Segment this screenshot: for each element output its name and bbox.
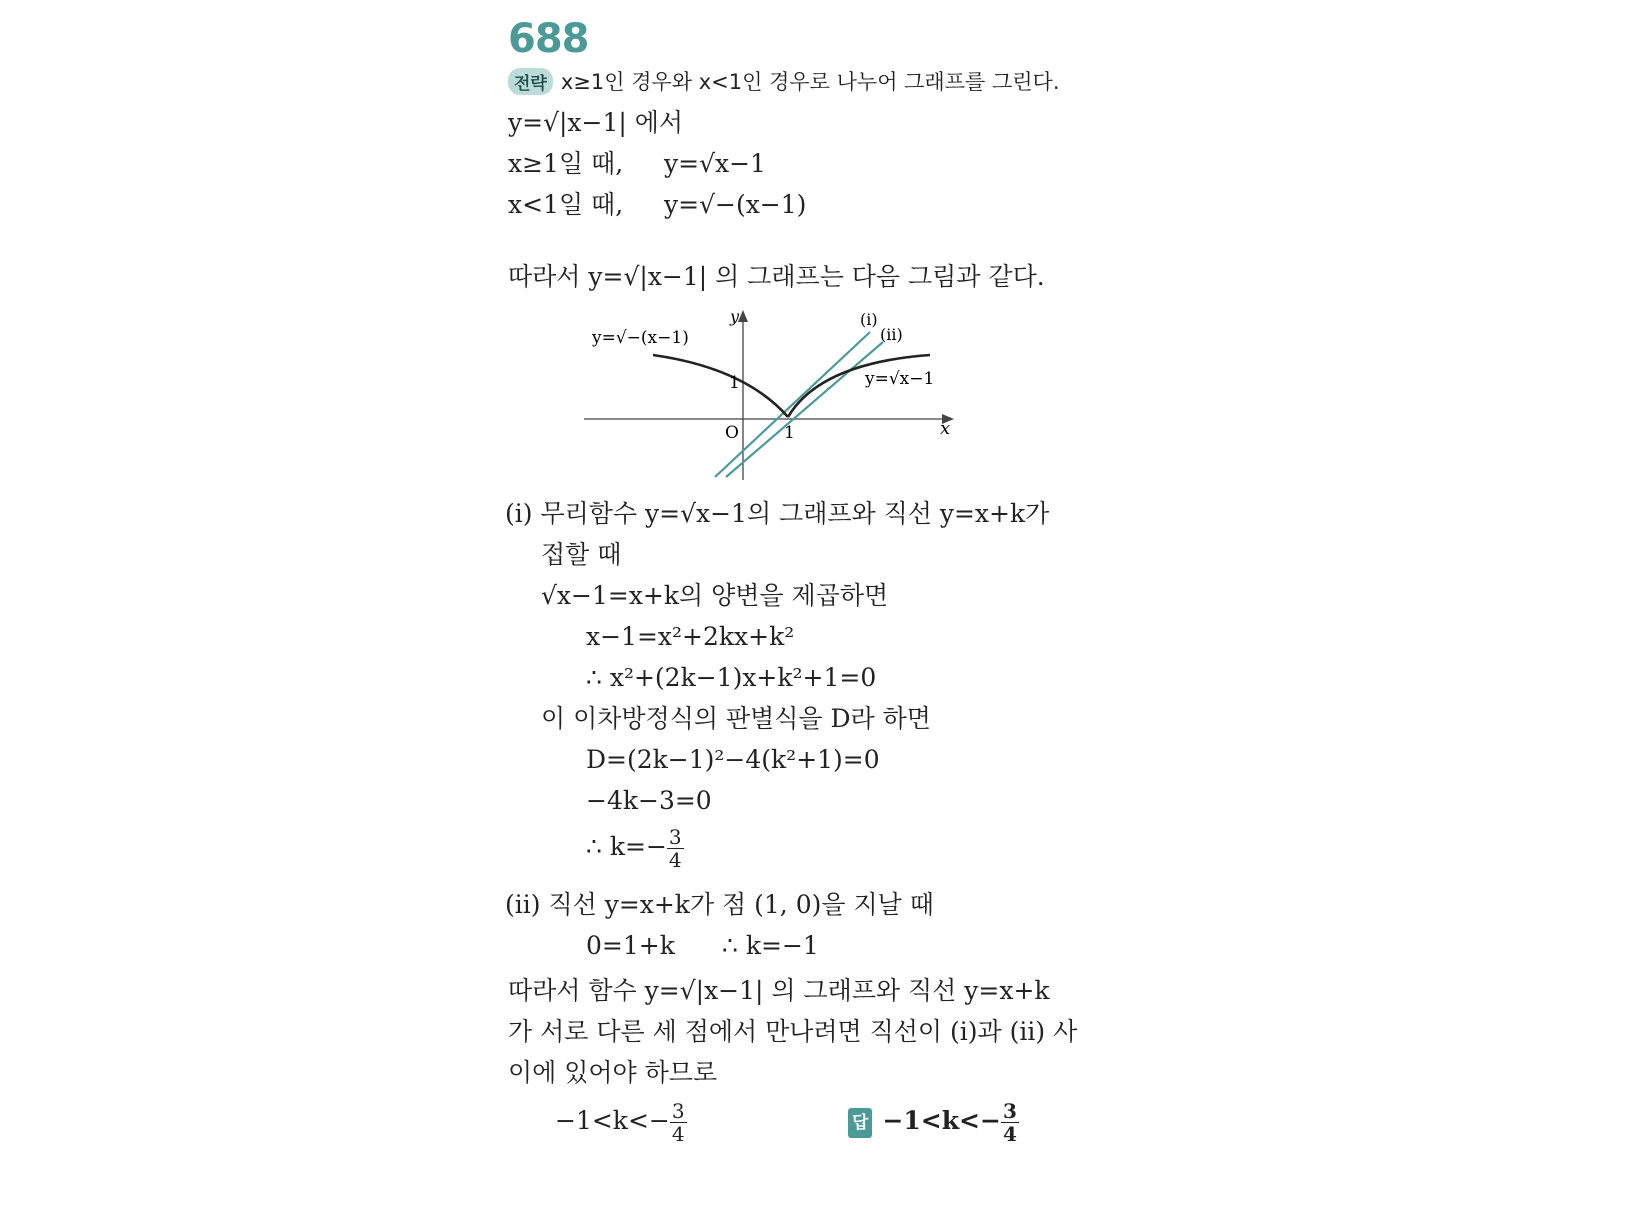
line-13: [586, 826, 684, 871]
tick-x1-label: 1: [784, 423, 795, 443]
function-graph: [580, 300, 960, 485]
line-2a: x≥1일 때,: [508, 149, 624, 178]
tick-y1-label: 1: [729, 373, 740, 393]
line-13-prefix: ∴ k=−: [586, 832, 667, 861]
line-4: 따라서 y=√|x−1| 의 그래프는 다음 그림과 같다.: [508, 262, 1045, 291]
origin-label: O: [725, 423, 739, 443]
line-14: (ii) 직선 y=x+k가 점 (1, 0)을 지날 때: [505, 890, 934, 919]
fraction-range-den: 4: [671, 1122, 685, 1146]
fraction-range-num: 3: [671, 1099, 685, 1123]
fraction-k-den: 4: [668, 848, 682, 872]
line-i: [715, 332, 870, 477]
answer-fraction: [1001, 1100, 1019, 1145]
line-1: y=√|x−1| 에서: [508, 108, 684, 137]
line-11: D=(2k−1)²−4(k²+1)=0: [586, 745, 880, 774]
line-19-prefix: −1<k<−: [555, 1106, 670, 1135]
strategy-text: x≥1인 경우와 x<1인 경우로 나누어 그래프를 그린다.: [560, 70, 1060, 94]
line-12: −4k−3=0: [586, 786, 712, 815]
line-7: √x−1=x+k의 양변을 제곱하면: [541, 581, 889, 610]
line-ii: [726, 342, 883, 477]
curve-left-label: y=√−(x−1): [592, 328, 689, 348]
y-axis-label: y: [730, 307, 740, 326]
line-6: 접할 때: [541, 540, 622, 569]
answer-prefix: −1<k<−: [882, 1106, 1001, 1135]
answer-fraction-den: 4: [1002, 1122, 1017, 1146]
curve-left: [653, 355, 788, 417]
answer-fraction-num: 3: [1002, 1099, 1017, 1123]
line-2b: y=√x−1: [664, 149, 766, 178]
line-10: 이 이차방정식의 판별식을 D라 하면: [541, 704, 931, 733]
line-5: (i) 무리함수 y=√x−1의 그래프와 직선 y=x+k가: [505, 499, 1050, 528]
line-3b: y=√−(x−1): [664, 190, 807, 219]
line-18: 이에 있어야 하므로: [508, 1058, 718, 1087]
problem-number: 688: [508, 16, 589, 62]
fraction-k: [667, 826, 684, 871]
curve-right-label: y=√x−1: [865, 369, 935, 389]
fraction-range: [670, 1100, 687, 1145]
line-3a: x<1일 때,: [508, 190, 624, 219]
y-axis-arrow: [738, 310, 748, 322]
line-16: 따라서 함수 y=√|x−1| 의 그래프와 직선 y=x+k: [508, 976, 1050, 1005]
final-answer: [848, 1100, 1019, 1145]
answer-badge: 답: [848, 1108, 872, 1138]
fraction-k-num: 3: [668, 825, 682, 849]
line-19: [555, 1100, 687, 1145]
strategy-line: [508, 66, 1060, 96]
line-9: ∴ x²+(2k−1)x+k²+1=0: [586, 663, 877, 692]
line-15a: 0=1+k: [586, 931, 675, 960]
line-i-label: (i): [860, 310, 878, 329]
line-8: x−1=x²+2kx+k²: [586, 622, 795, 651]
line-ii-label: (ii): [880, 325, 903, 344]
line-17: 가 서로 다른 세 점에서 만나려면 직선이 (i)과 (ii) 사: [508, 1017, 1078, 1046]
x-axis-label: x: [940, 418, 951, 439]
strategy-badge: 전략: [508, 68, 553, 95]
line-15b: ∴ k=−1: [722, 931, 819, 960]
